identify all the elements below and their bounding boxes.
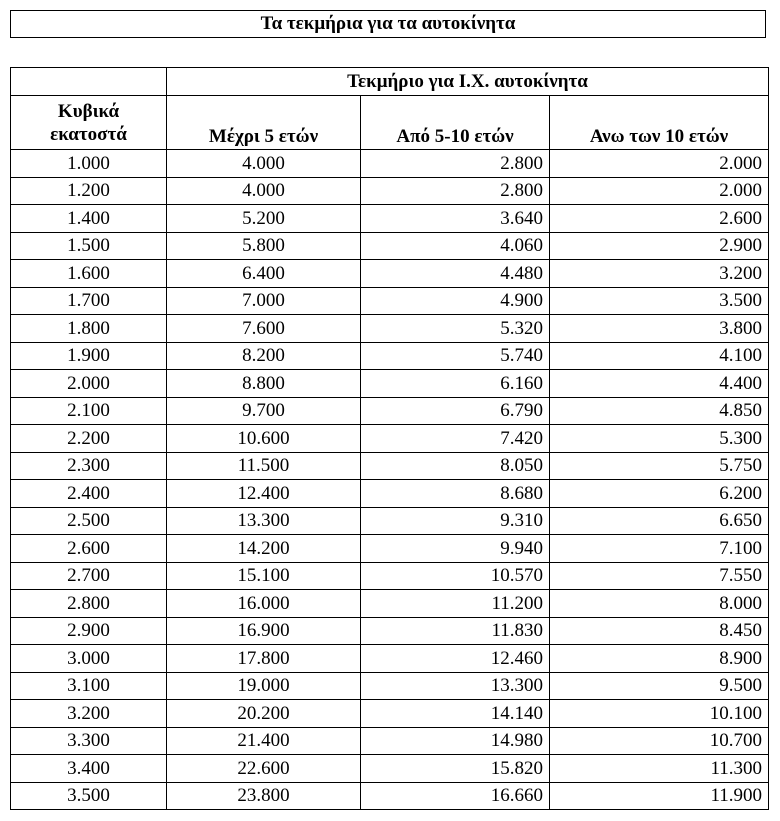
cubic-cm-cell: 3.000: [11, 645, 167, 673]
cubic-cm-cell: 1.500: [11, 232, 167, 260]
from-5-10-cell: 6.160: [361, 370, 550, 398]
over-10-cell: 8.900: [550, 645, 769, 673]
cubic-cm-cell: 1.400: [11, 205, 167, 233]
cubic-cm-cell: 1.200: [11, 177, 167, 205]
up-to-5-cell: 21.400: [167, 727, 361, 755]
cubic-cm-cell: 2.900: [11, 617, 167, 645]
cubic-cm-cell: 1.800: [11, 315, 167, 343]
over-10-cell: 4.400: [550, 370, 769, 398]
cubic-cm-cell: 3.300: [11, 727, 167, 755]
up-to-5-cell: 19.000: [167, 672, 361, 700]
over-10-cell: 4.100: [550, 342, 769, 370]
group-header: Τεκμήριο για Ι.Χ. αυτοκίνητα: [167, 68, 769, 96]
up-to-5-cell: 16.900: [167, 617, 361, 645]
up-to-5-cell: 20.200: [167, 700, 361, 728]
from-5-10-cell: 6.790: [361, 397, 550, 425]
from-5-10-cell: 9.310: [361, 507, 550, 535]
cubic-cm-cell: 3.400: [11, 755, 167, 783]
from-5-10-cell: 4.480: [361, 260, 550, 288]
cubic-cm-cell: 1.000: [11, 150, 167, 178]
cubic-cm-line2: εκατοστά: [50, 124, 127, 146]
up-to-5-cell: 5.200: [167, 205, 361, 233]
table-column-header-row: [11, 96, 769, 150]
header-empty-cell: [11, 68, 167, 96]
up-to-5-cell: 4.000: [167, 177, 361, 205]
up-to-5-cell: 12.400: [167, 480, 361, 508]
up-to-5-cell: 23.800: [167, 782, 361, 810]
column-header-over-10: Ανω των 10 ετών: [550, 96, 769, 150]
over-10-cell: 6.650: [550, 507, 769, 535]
over-10-cell: 3.500: [550, 287, 769, 315]
table-row: [11, 480, 769, 508]
cubic-cm-cell: 2.400: [11, 480, 167, 508]
over-10-cell: 11.300: [550, 755, 769, 783]
table-row: [11, 205, 769, 233]
table-row: [11, 150, 769, 178]
table-row: [11, 590, 769, 618]
cubic-cm-cell: 2.100: [11, 397, 167, 425]
cubic-cm-cell: 2.600: [11, 535, 167, 563]
over-10-cell: 10.100: [550, 700, 769, 728]
cubic-cm-cell: 3.200: [11, 700, 167, 728]
from-5-10-cell: 4.060: [361, 232, 550, 260]
from-5-10-cell: 11.830: [361, 617, 550, 645]
up-to-5-cell: 11.500: [167, 452, 361, 480]
table-row: [11, 260, 769, 288]
up-to-5-cell: 8.200: [167, 342, 361, 370]
from-5-10-cell: 10.570: [361, 562, 550, 590]
table-row: [11, 507, 769, 535]
tax-presumption-table: [10, 67, 769, 810]
table-row: [11, 452, 769, 480]
from-5-10-cell: 14.140: [361, 700, 550, 728]
table-row: [11, 425, 769, 453]
over-10-cell: 9.500: [550, 672, 769, 700]
over-10-cell: 5.750: [550, 452, 769, 480]
table-row: [11, 782, 769, 810]
cubic-cm-cell: 3.100: [11, 672, 167, 700]
over-10-cell: 3.800: [550, 315, 769, 343]
from-5-10-cell: 13.300: [361, 672, 550, 700]
up-to-5-cell: 17.800: [167, 645, 361, 673]
up-to-5-cell: 4.000: [167, 150, 361, 178]
over-10-cell: 7.550: [550, 562, 769, 590]
cubic-cm-cell: 2.500: [11, 507, 167, 535]
table-row: [11, 535, 769, 563]
over-10-cell: 5.300: [550, 425, 769, 453]
page-title: Τα τεκμήρια για τα αυτοκίνητα: [10, 10, 766, 38]
table-row: [11, 177, 769, 205]
cubic-cm-cell: 2.700: [11, 562, 167, 590]
over-10-cell: 8.000: [550, 590, 769, 618]
column-header-5-10: Από 5-10 ετών: [361, 96, 550, 150]
from-5-10-cell: 9.940: [361, 535, 550, 563]
from-5-10-cell: 7.420: [361, 425, 550, 453]
table-row: [11, 232, 769, 260]
over-10-cell: 6.200: [550, 480, 769, 508]
cubic-cm-cell: 2.300: [11, 452, 167, 480]
column-header-up-to-5: Μέχρι 5 ετών: [167, 96, 361, 150]
table-row: [11, 562, 769, 590]
from-5-10-cell: 15.820: [361, 755, 550, 783]
up-to-5-cell: 13.300: [167, 507, 361, 535]
over-10-cell: 2.600: [550, 205, 769, 233]
table-row: [11, 645, 769, 673]
up-to-5-cell: 22.600: [167, 755, 361, 783]
cubic-cm-cell: 1.900: [11, 342, 167, 370]
from-5-10-cell: 11.200: [361, 590, 550, 618]
from-5-10-cell: 8.680: [361, 480, 550, 508]
from-5-10-cell: 16.660: [361, 782, 550, 810]
table-row: [11, 727, 769, 755]
up-to-5-cell: 7.600: [167, 315, 361, 343]
from-5-10-cell: 2.800: [361, 150, 550, 178]
over-10-cell: 4.850: [550, 397, 769, 425]
over-10-cell: 10.700: [550, 727, 769, 755]
over-10-cell: 8.450: [550, 617, 769, 645]
over-10-cell: 11.900: [550, 782, 769, 810]
table-row: [11, 370, 769, 398]
over-10-cell: 3.200: [550, 260, 769, 288]
column-header-cubic-cm: [11, 96, 167, 150]
cubic-cm-cell: 1.700: [11, 287, 167, 315]
table-row: [11, 315, 769, 343]
up-to-5-cell: 5.800: [167, 232, 361, 260]
cubic-cm-cell: 2.800: [11, 590, 167, 618]
cubic-cm-line1: Κυβικά: [57, 101, 120, 123]
from-5-10-cell: 5.320: [361, 315, 550, 343]
up-to-5-cell: 7.000: [167, 287, 361, 315]
cubic-cm-cell: 1.600: [11, 260, 167, 288]
over-10-cell: 2.000: [550, 150, 769, 178]
table-row: [11, 397, 769, 425]
up-to-5-cell: 8.800: [167, 370, 361, 398]
table-group-header-row: [11, 68, 769, 96]
table-row: [11, 342, 769, 370]
from-5-10-cell: 4.900: [361, 287, 550, 315]
from-5-10-cell: 2.800: [361, 177, 550, 205]
from-5-10-cell: 8.050: [361, 452, 550, 480]
up-to-5-cell: 16.000: [167, 590, 361, 618]
up-to-5-cell: 6.400: [167, 260, 361, 288]
up-to-5-cell: 9.700: [167, 397, 361, 425]
from-5-10-cell: 5.740: [361, 342, 550, 370]
table-row: [11, 755, 769, 783]
from-5-10-cell: 3.640: [361, 205, 550, 233]
from-5-10-cell: 12.460: [361, 645, 550, 673]
table-row: [11, 287, 769, 315]
table-row: [11, 672, 769, 700]
cubic-cm-cell: 3.500: [11, 782, 167, 810]
over-10-cell: 7.100: [550, 535, 769, 563]
up-to-5-cell: 14.200: [167, 535, 361, 563]
table-row: [11, 700, 769, 728]
cubic-cm-cell: 2.000: [11, 370, 167, 398]
from-5-10-cell: 14.980: [361, 727, 550, 755]
table-row: [11, 617, 769, 645]
over-10-cell: 2.900: [550, 232, 769, 260]
up-to-5-cell: 10.600: [167, 425, 361, 453]
over-10-cell: 2.000: [550, 177, 769, 205]
cubic-cm-cell: 2.200: [11, 425, 167, 453]
up-to-5-cell: 15.100: [167, 562, 361, 590]
